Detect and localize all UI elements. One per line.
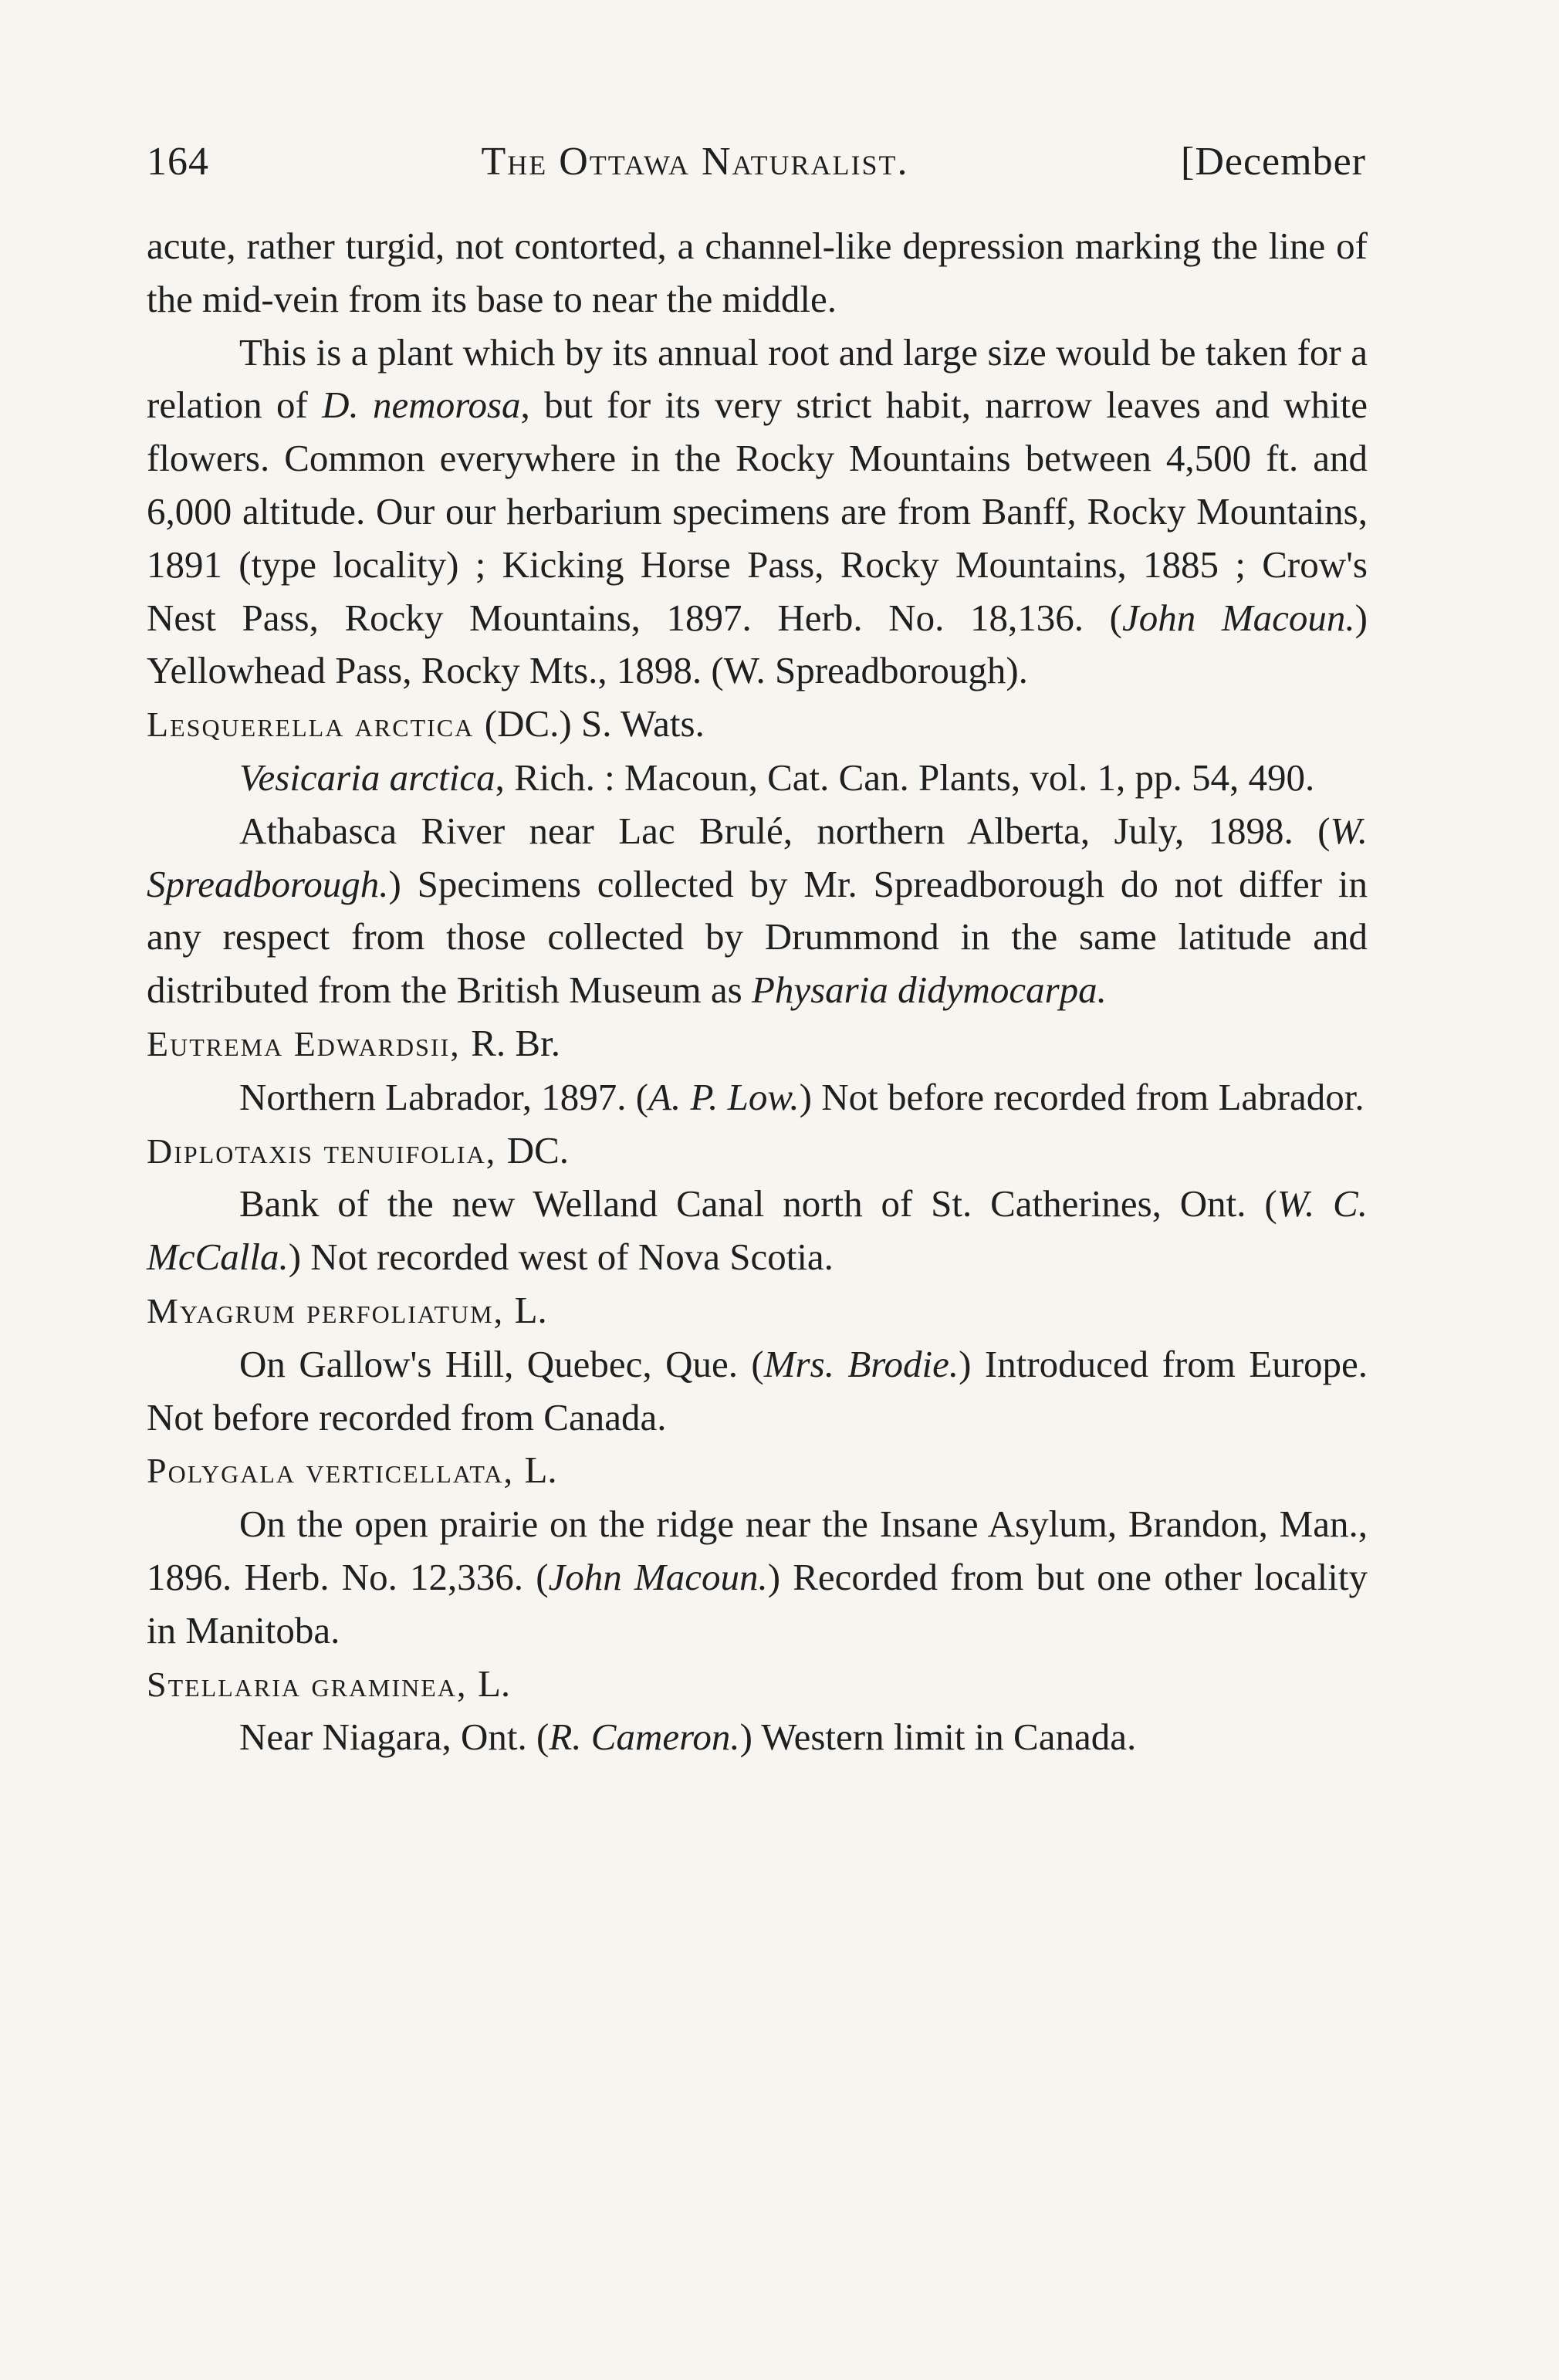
collector-name: A. P. Low. bbox=[648, 1075, 800, 1118]
species-authority: L. bbox=[514, 1288, 547, 1331]
issue-month: [December bbox=[1181, 140, 1366, 184]
synonym-line: Vesicaria arctica, Rich. : Macoun, Cat. Can. Plants, vol. 1, pp. 54, 490. bbox=[239, 756, 1315, 799]
species-name: Polygala verticellata bbox=[147, 1451, 504, 1491]
diplotaxis-paragraph: Bank of the new Welland Canal north of St. Catherines, Ont. (W. C. McCalla.) Not recorded west of Nova Scotia. bbox=[147, 1182, 1368, 1279]
lesquerella-paragraph: Athabasca River near Lac Brulé, northern Alberta, July, 1898. (W. Spreadborough.) Specimens collected by Mr. Spreadborough do not differ in any respect from those collected by Drummond in the same latitude and distributed from the British Museum as Physaria didymocarpa. bbox=[147, 809, 1368, 1012]
description-continuation: acute, rather turgid, not contorted, a channel-like depression marking the line of the mid-vein from its base to near the middle. bbox=[147, 225, 1368, 320]
collector-name: W. C. McCalla. bbox=[147, 1182, 1368, 1279]
species-heading-myagrum: Myagrum perfoliatum, L. bbox=[147, 1288, 547, 1331]
myagrum-paragraph: On Gallow's Hill, Quebec, Que. (Mrs. Brodie.) Introduced from Europe. Not before recorded from Canada. bbox=[147, 1342, 1368, 1438]
taxon-reference: Physaria didymocarpa. bbox=[751, 969, 1107, 1012]
collector-name: John Macoun. bbox=[1121, 596, 1355, 639]
draba-paragraph: This is a plant which by its annual root and large size would be taken for a relation of D. nemorosa, but for its very strict habit, narrow leaves and white flowers. Common everywhere in the Rocky Mountains between 4,500 ft. and 6,000 altitude. Our our herbarium specimens are from Banff, Rocky Mountains, 1891 (type locality) ; Kicking Horse Pass, Rocky Mountains, 1885 ; Crow's Nest Pass, Rocky Mountains, 1897. Herb. No. 18,136. (John Macoun.) Yellowhead Pass, Rocky Mts., 1898. (W. Spreadborough). bbox=[147, 330, 1368, 692]
collector-name: W. Spreadborough. bbox=[147, 809, 1368, 905]
species-authority: R. Br. bbox=[471, 1021, 560, 1064]
journal-title: The Ottawa Naturalist. bbox=[481, 140, 909, 184]
species-name: Myagrum perfoliatum bbox=[147, 1290, 494, 1330]
page-number: 164 bbox=[147, 140, 209, 184]
species-authority: (DC.) S. Wats. bbox=[484, 702, 705, 745]
species-heading-polygala: Polygala verticellata, L. bbox=[147, 1449, 557, 1492]
species-authority: L. bbox=[477, 1662, 511, 1705]
species-heading-stellaria: Stellaria graminea, L. bbox=[147, 1662, 511, 1705]
species-authority: DC. bbox=[506, 1128, 570, 1171]
stellaria-paragraph: Near Niagara, Ont. (R. Cameron.) Western limit in Canada. bbox=[239, 1716, 1137, 1759]
polygala-paragraph: On the open prairie on the ridge near the Insane Asylum, Brandon, Man., 1896. Herb. No. 12,336. (John Macoun.) Recorded from but one other locality in Manitoba. bbox=[147, 1503, 1368, 1651]
page-body bbox=[147, 220, 1368, 1764]
eutrema-paragraph: Northern Labrador, 1897. (A. P. Low.) Not before recorded from Labrador. bbox=[239, 1075, 1365, 1118]
collector-name: John Macoun. bbox=[548, 1555, 768, 1598]
species-authority: L. bbox=[524, 1449, 557, 1492]
running-header bbox=[147, 139, 1366, 201]
species-heading-diplotaxis: Diplotaxis tenuifolia, DC. bbox=[147, 1128, 570, 1171]
collector-name: Mrs. Brodie. bbox=[763, 1342, 959, 1385]
species-name: Lesquerella arctica bbox=[147, 705, 475, 745]
species-heading-lesquerella bbox=[147, 698, 1368, 752]
species-heading-eutrema: Eutrema Edwardsii, R. Br. bbox=[147, 1021, 560, 1064]
taxon-reference: D. nemorosa bbox=[322, 384, 521, 427]
synonym-name: Vesicaria arctica bbox=[239, 756, 495, 799]
collector-name: R. Cameron. bbox=[549, 1716, 740, 1759]
species-name: Diplotaxis tenuifolia bbox=[147, 1131, 486, 1171]
species-name: Stellaria graminea bbox=[147, 1664, 457, 1704]
species-name: Eutrema Edwardsii bbox=[147, 1023, 451, 1063]
